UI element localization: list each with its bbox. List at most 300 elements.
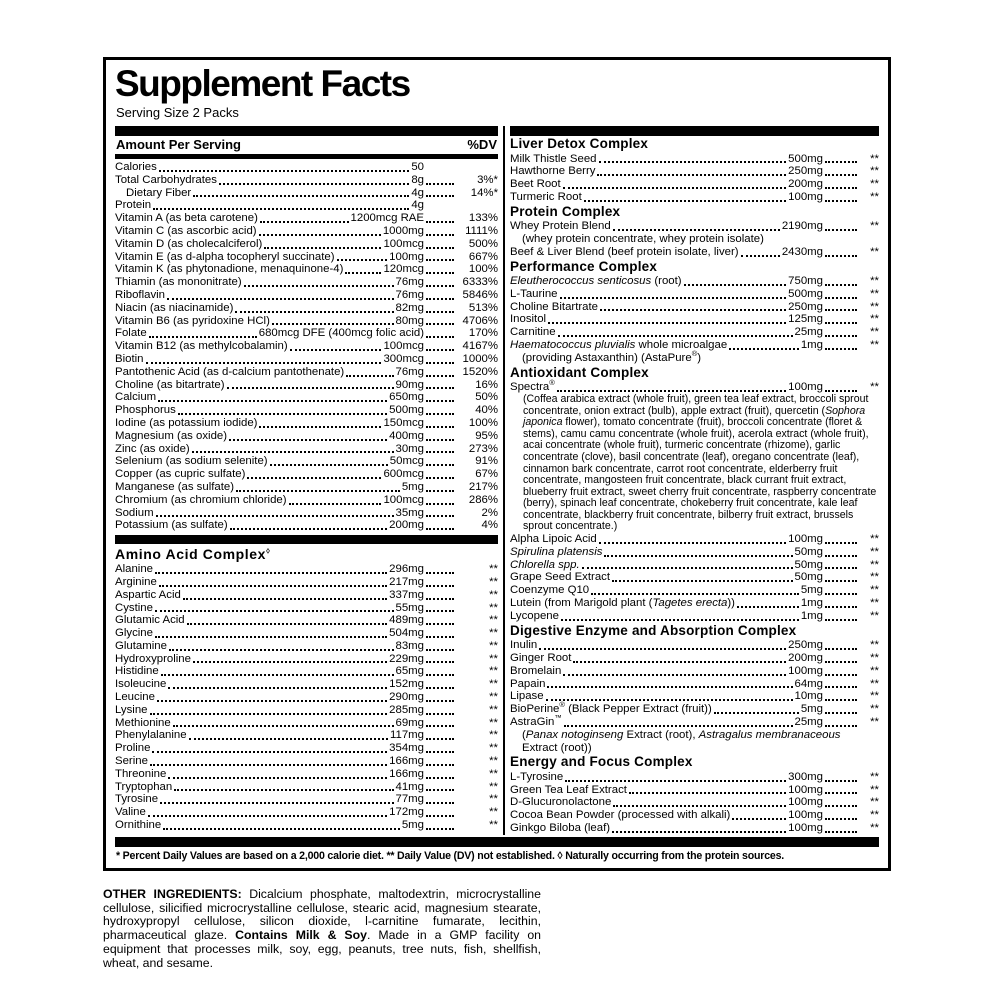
nutrient-amount: 217mg <box>389 575 424 588</box>
nutrient-name: Dietary Fiber <box>126 186 192 199</box>
complex-header: Energy and Focus Complex <box>510 754 693 770</box>
nutrient-row <box>510 220 879 233</box>
nutrient-row <box>510 246 879 259</box>
nutrient-dv: 170% <box>468 327 498 340</box>
dot-leader <box>565 780 786 782</box>
nutrient-dv: ** <box>489 575 498 588</box>
nutrient-dv: 5846% <box>462 288 498 301</box>
nutrient-row <box>510 546 879 559</box>
nutrient-name: Papain <box>510 677 546 690</box>
dot-leader <box>599 542 786 544</box>
nutrient-row <box>510 639 879 652</box>
dot-leader <box>613 805 786 807</box>
nutrient-name: Ginger Root <box>510 651 572 664</box>
nutrient-name: Spirulina platensis <box>510 545 603 558</box>
serving-size: Serving Size 2 Packs <box>116 105 239 120</box>
dot-leader <box>825 542 857 544</box>
nutrient-amount: 83mg <box>395 639 424 652</box>
nutrient-amount: 489mg <box>389 614 424 627</box>
dot-leader <box>426 259 454 261</box>
dot-leader <box>426 713 454 715</box>
nutrient-dv: 4706% <box>462 314 498 327</box>
panel-title: Supplement Facts <box>115 63 410 104</box>
nutrient-name: Lutein (from Marigold plant (Tagetes erecta)) <box>510 597 735 610</box>
dot-leader <box>558 335 793 337</box>
nutrient-row <box>115 225 498 238</box>
nutrient-dv: ** <box>870 809 879 822</box>
nutrient-name: Alpha Lipoic Acid <box>510 533 597 546</box>
nutrient-row <box>115 576 498 589</box>
nutrient-amount: 150mcg <box>383 416 424 429</box>
dot-leader <box>825 661 857 663</box>
nutrient-rows <box>115 161 498 532</box>
nutrient-dv: ** <box>870 275 879 288</box>
nutrient-dv: ** <box>870 690 879 703</box>
nutrient-row <box>115 340 498 353</box>
dot-leader <box>426 636 454 638</box>
nutrient-name: Valine <box>115 806 146 819</box>
nutrient-amount: 354mg <box>389 742 424 755</box>
nutrient-name: Biotin <box>115 352 144 365</box>
dot-leader <box>825 580 857 582</box>
nutrient-amount: 4g <box>411 186 424 199</box>
nutrient-name: Tyrosine <box>115 793 159 806</box>
nutrient-row <box>510 597 879 610</box>
nutrient-name: Choline Bitartrate <box>510 300 599 313</box>
other-ingredients: OTHER INGREDIENTS: Dicalcium phosphate, maltodextrin, microcrystalline cellulose, silicified microcrystalline cellulose, stearic acid, magnesium stearate, hydroxypropyl cellulose, silicon dioxide, l-carnitine fumarate, lecithin, pharmaceutical glaze. Contains Milk & Soy. Made in a GMP facility on equipment that processes milk, soy, egg, peanuts, tree nuts, fish, shellfish, wheat, and sesame. <box>103 887 542 970</box>
nutrient-dv: ** <box>870 639 879 652</box>
nutrient-name: Green Tea Leaf Extract <box>510 783 627 796</box>
dot-leader <box>825 567 857 569</box>
nutrient-amount: 100mcg <box>383 340 424 353</box>
dot-leader <box>426 375 454 377</box>
dot-leader <box>426 413 454 415</box>
dot-leader <box>229 439 387 441</box>
dot-leader <box>189 738 388 740</box>
nutrient-amount: 100mcg <box>383 237 424 250</box>
dot-leader <box>426 298 454 300</box>
nutrient-amount: 55mg <box>395 601 424 614</box>
dv-column-label: %DV <box>467 137 497 152</box>
dot-leader <box>557 390 786 392</box>
nutrient-dv: ** <box>489 652 498 665</box>
nutrient-dv: 16% <box>475 378 498 391</box>
nutrient-amount: 50mg <box>794 558 823 571</box>
dot-leader <box>599 161 787 163</box>
nutrient-row <box>115 755 498 768</box>
amino-acid-rows <box>115 563 498 832</box>
nutrient-name: Glutamic Acid <box>115 614 185 627</box>
nutrient-name: Coenzyme Q10 <box>510 584 590 597</box>
nutrient-amount: 5mg <box>800 703 823 716</box>
nutrient-row <box>115 589 498 602</box>
nutrient-name: Pantothenic Acid (as d-calcium pantothenate) <box>115 365 345 378</box>
dot-leader <box>825 322 857 324</box>
dot-leader <box>260 221 349 223</box>
nutrient-name: Beet Root <box>510 178 561 191</box>
nutrient-row <box>115 819 498 832</box>
nutrient-amount: 504mg <box>389 627 424 640</box>
nutrient-amount: 166mg <box>389 755 424 768</box>
nutrient-row <box>510 191 879 204</box>
nutrient-row <box>510 584 879 597</box>
dot-leader <box>426 572 454 574</box>
nutrient-amount: 500mg <box>788 287 823 300</box>
dot-leader <box>158 400 387 402</box>
dot-leader <box>426 610 454 612</box>
nutrient-amount: 650mg <box>389 391 424 404</box>
nutrient-dv: 1520% <box>462 365 498 378</box>
nutrient-dv: 14%* <box>470 186 498 199</box>
dot-leader <box>160 802 393 804</box>
complex-header: Liver Detox Complex <box>510 136 649 151</box>
nutrient-amount: 100mg <box>788 796 823 809</box>
nutrient-row <box>115 507 498 520</box>
nutrient-dv: ** <box>489 729 498 742</box>
complex-header: Digestive Enzyme and Absorption Complex <box>510 622 797 638</box>
nutrient-amount: 82mg <box>395 301 424 314</box>
dot-leader <box>825 297 857 299</box>
nutrient-row <box>115 468 498 481</box>
dot-leader <box>825 792 857 794</box>
nutrient-row <box>115 302 498 315</box>
nutrient-name: Eleutherococcus senticosus (root) <box>510 275 682 288</box>
nutrient-row <box>115 768 498 781</box>
nutrient-amount: 600mcg <box>383 468 424 481</box>
nutrient-dv: 50% <box>475 391 498 404</box>
dot-leader <box>264 247 381 249</box>
dot-leader <box>426 195 454 197</box>
nutrient-name: Turmeric Root <box>510 190 582 203</box>
nutrient-amount: 200mg <box>788 178 823 191</box>
nutrient-name: Copper (as cupric sulfate) <box>115 468 246 481</box>
nutrient-amount: 64mg <box>794 677 823 690</box>
nutrient-amount: 250mg <box>788 639 823 652</box>
nutrient-row <box>115 366 498 379</box>
dot-leader <box>187 623 388 625</box>
nutrient-row <box>115 494 498 507</box>
nutrient-amount: 250mg <box>788 165 823 178</box>
dot-leader <box>289 503 382 505</box>
dot-leader <box>825 818 857 820</box>
nutrient-dv: ** <box>870 783 879 796</box>
dot-leader <box>613 229 780 231</box>
dot-leader <box>597 174 786 176</box>
dot-leader <box>168 777 387 779</box>
nutrient-amount: 1mg <box>800 597 823 610</box>
dot-leader <box>272 323 394 325</box>
nutrient-name: Calcium <box>115 391 157 404</box>
nutrient-row <box>115 212 498 225</box>
medium-rule <box>115 154 498 159</box>
dot-leader <box>426 490 454 492</box>
nutrient-row <box>510 326 879 339</box>
nutrient-amount: 50mcg <box>389 455 424 468</box>
nutrient-name: Glycine <box>115 627 153 640</box>
dot-leader <box>426 738 454 740</box>
nutrient-dv: ** <box>489 691 498 704</box>
nutrient-dv: ** <box>870 339 879 352</box>
nutrient-amount: 400mg <box>389 429 424 442</box>
dot-leader <box>192 451 394 453</box>
nutrient-dv: ** <box>870 300 879 313</box>
dot-leader <box>563 674 786 676</box>
nutrient-amount: 50 <box>411 161 424 173</box>
nutrient-name: Folate <box>115 327 147 340</box>
nutrient-name: D-Glucuronolactone <box>510 796 612 809</box>
nutrient-dv: 67% <box>475 468 498 481</box>
nutrient-amount: 172mg <box>389 806 424 819</box>
nutrient-dv: 1000% <box>462 352 498 365</box>
nutrient-name: Hawthorne Berry <box>510 165 596 178</box>
dot-leader <box>825 725 857 727</box>
dot-leader <box>146 362 382 364</box>
nutrient-amount: 500mg <box>389 404 424 417</box>
sub-note: (Panax notoginseng Extract (root), Astragalus membranaceous Extract (root)) <box>522 728 841 754</box>
nutrient-dv: ** <box>870 597 879 610</box>
dot-leader <box>426 687 454 689</box>
nutrient-name: Iodine (as potassium iodide) <box>115 416 258 429</box>
dot-leader <box>183 598 387 600</box>
nutrient-dv: 100% <box>468 263 498 276</box>
nutrient-row <box>510 678 879 691</box>
nutrient-name: Zinc (as oxide) <box>115 442 190 455</box>
thick-rule <box>115 535 498 544</box>
nutrient-dv: ** <box>489 793 498 806</box>
dot-leader <box>426 802 454 804</box>
nutrient-row <box>510 559 879 572</box>
nutrient-dv: ** <box>489 755 498 768</box>
nutrient-amount: 30mg <box>395 442 424 455</box>
dot-leader <box>159 170 410 172</box>
nutrient-dv: ** <box>489 639 498 652</box>
dot-leader <box>150 713 388 715</box>
nutrient-row <box>510 178 879 191</box>
nutrient-row <box>510 822 879 835</box>
dot-leader <box>174 789 393 791</box>
dot-leader <box>426 528 454 530</box>
nutrient-amount: 77mg <box>395 793 424 806</box>
nutrient-dv: ** <box>870 584 879 597</box>
dot-leader <box>290 349 382 351</box>
dot-leader <box>825 686 857 688</box>
nutrient-row <box>115 602 498 615</box>
two-column-area <box>115 126 879 835</box>
dot-leader <box>825 174 857 176</box>
nutrient-row <box>115 379 498 392</box>
nutrient-dv: ** <box>489 780 498 793</box>
nutrient-amount: 285mg <box>389 703 424 716</box>
nutrient-row <box>510 571 879 584</box>
nutrient-amount: 200mg <box>389 519 424 532</box>
nutrient-row <box>115 174 498 187</box>
dot-leader <box>825 555 857 557</box>
dot-leader <box>426 464 454 466</box>
nutrient-amount: 229mg <box>389 652 424 665</box>
nutrient-name: Carnitine <box>510 326 556 339</box>
nutrient-amount: 100mg <box>788 664 823 677</box>
nutrient-row <box>115 627 498 640</box>
sub-note: (whey protein concentrate, whey protein isolate) <box>522 232 764 245</box>
dot-leader <box>235 311 393 313</box>
dot-leader <box>426 477 454 479</box>
nutrient-row <box>115 665 498 678</box>
nutrient-name: Methionine <box>115 716 171 729</box>
nutrient-row <box>510 288 879 301</box>
nutrient-row <box>115 742 498 755</box>
nutrient-dv: 91% <box>475 455 498 468</box>
nutrient-amount: 2430mg <box>781 245 823 258</box>
nutrient-amount: 5mg <box>401 480 424 493</box>
nutrient-dv: 286% <box>468 493 498 506</box>
nutrient-name: Alanine <box>115 563 153 576</box>
nutrient-dv: 6333% <box>462 276 498 289</box>
nutrient-row <box>115 289 498 302</box>
nutrient-name: Spectra® <box>510 378 555 394</box>
dot-leader <box>548 322 786 324</box>
nutrient-amount: 76mg <box>395 276 424 289</box>
dot-leader <box>426 751 454 753</box>
nutrient-dv: ** <box>489 678 498 691</box>
nutrient-dv: ** <box>870 545 879 558</box>
dot-leader <box>825 229 857 231</box>
dot-leader <box>629 792 786 794</box>
dot-leader <box>155 636 387 638</box>
nutrient-dv: 3%* <box>477 173 498 186</box>
nutrient-name: Inositol <box>510 313 547 326</box>
nutrient-name: Total Carbohydrates <box>115 173 217 186</box>
nutrient-row <box>115 327 498 340</box>
dot-leader <box>732 818 786 820</box>
dot-leader <box>163 828 400 830</box>
dot-leader <box>547 686 792 688</box>
nutrient-amount: 500mg <box>788 152 823 165</box>
nutrient-amount: 25mg <box>794 326 823 339</box>
nutrient-dv: 273% <box>468 442 498 455</box>
column-header-row <box>115 136 498 153</box>
dot-leader <box>825 712 857 714</box>
complex-sections <box>510 136 879 835</box>
nutrient-dv: ** <box>870 190 879 203</box>
dot-leader <box>244 285 394 287</box>
dot-leader <box>156 515 394 517</box>
sub-note: (providing Astaxanthin) (AstaPure®) <box>522 349 702 364</box>
dot-leader <box>426 451 454 453</box>
nutrient-name: Lysine <box>115 703 148 716</box>
dot-leader <box>148 815 387 817</box>
nutrient-dv: ** <box>870 313 879 326</box>
nutrient-name: Vitamin C (as ascorbic acid) <box>115 224 257 237</box>
dot-leader <box>227 387 394 389</box>
nutrient-name: Protein <box>115 199 152 212</box>
dot-leader <box>159 585 387 587</box>
nutrient-amount: 100mg <box>788 190 823 203</box>
nutrient-amount: 76mg <box>395 365 424 378</box>
dot-leader <box>230 528 387 530</box>
dot-leader <box>426 221 454 223</box>
nutrient-dv: 133% <box>468 212 498 225</box>
nutrient-amount: 2190mg <box>781 220 823 233</box>
nutrient-amount: 296mg <box>389 563 424 576</box>
nutrient-dv: 4167% <box>462 340 498 353</box>
dot-leader <box>546 699 793 701</box>
dot-leader <box>426 623 454 625</box>
nutrient-dv: 217% <box>468 480 498 493</box>
nutrient-amount: 300mcg <box>383 352 424 365</box>
dot-leader <box>155 610 394 612</box>
dot-leader <box>426 503 454 505</box>
nutrient-row <box>115 315 498 328</box>
dot-leader <box>825 831 857 833</box>
nutrient-row <box>510 784 879 797</box>
dot-leader <box>426 336 454 338</box>
nutrient-name: Cocoa Bean Powder (processed with alkali) <box>510 809 731 822</box>
nutrient-dv: 1111% <box>465 224 498 237</box>
dot-leader <box>612 580 792 582</box>
nutrient-row <box>115 717 498 730</box>
nutrient-name: Glutamine <box>115 639 167 652</box>
nutrient-dv: 500% <box>468 237 498 250</box>
nutrient-name: Thiamin (as mononitrate) <box>115 276 242 289</box>
dot-leader <box>178 413 387 415</box>
dot-leader <box>259 426 381 428</box>
nutrient-name: Chlorella spp. <box>510 558 580 571</box>
dot-leader <box>825 606 857 608</box>
nutrient-dv: 100% <box>468 416 498 429</box>
nutrient-dv: 667% <box>468 250 498 263</box>
nutrient-row <box>115 640 498 653</box>
dot-leader <box>161 674 394 676</box>
nutrient-row <box>510 796 879 809</box>
nutrient-amount: 100mg <box>788 381 823 394</box>
dot-leader <box>561 619 799 621</box>
nutrient-amount: 50mg <box>794 545 823 558</box>
dot-leader <box>169 649 394 651</box>
nutrient-amount: 1000mg <box>382 224 424 237</box>
nutrient-name: Isoleucine <box>115 678 167 691</box>
dot-leader <box>426 311 454 313</box>
nutrient-row <box>115 353 498 366</box>
dot-leader <box>684 284 787 286</box>
nutrient-amount: 35mg <box>395 506 424 519</box>
nutrient-row <box>115 238 498 251</box>
dot-leader <box>426 585 454 587</box>
nutrient-dv: ** <box>870 245 879 258</box>
nutrient-name: Calories <box>115 161 157 173</box>
dot-leader <box>612 831 786 833</box>
dot-leader <box>582 567 793 569</box>
dot-leader <box>426 700 454 702</box>
dot-leader <box>825 161 857 163</box>
nutrient-amount: 4g <box>411 199 424 212</box>
nutrient-name: Vitamin D (as cholecalciferol) <box>115 237 263 250</box>
nutrient-name: Ornithine <box>115 819 162 832</box>
nutrient-amount: 117mg <box>390 729 424 742</box>
nutrient-name: Milk Thistle Seed <box>510 152 597 165</box>
nutrient-name: Vitamin K (as phytonadione, menaquinone-4) <box>115 263 344 276</box>
dot-leader <box>741 255 780 257</box>
nutrient-row <box>115 563 498 576</box>
dot-leader <box>825 284 857 286</box>
nutrient-amount: 65mg <box>395 665 424 678</box>
nutrient-amount: 69mg <box>395 716 424 729</box>
dot-leader <box>193 195 409 197</box>
dot-leader <box>825 255 857 257</box>
nutrient-row <box>115 391 498 404</box>
nutrient-dv: 4% <box>481 519 498 532</box>
nutrient-name: Whey Protein Blend <box>510 220 611 233</box>
dot-leader <box>426 285 454 287</box>
